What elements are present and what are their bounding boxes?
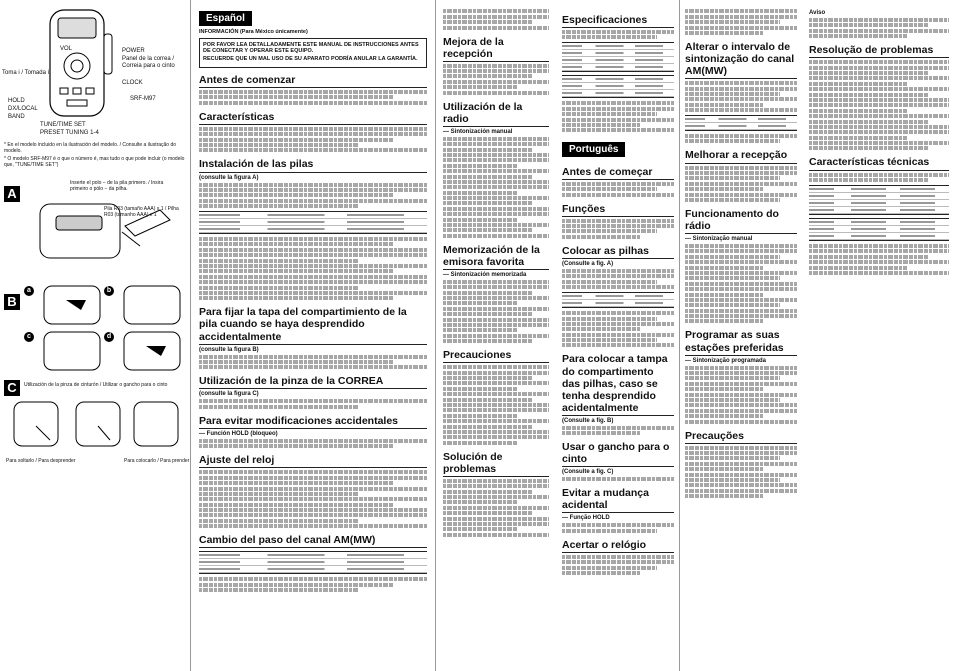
figure-c-marker: C <box>4 380 20 396</box>
hold-label: HOLD <box>8 98 25 104</box>
heading-antes-de-comenzar: Antes de comenzar <box>199 74 427 88</box>
headphone-jack-label: Toma i / Tomada i <box>2 70 49 76</box>
figure-a-caption: Inserte el polo − de la pila primero. / Insira primeiro o pólo − da pilha. <box>70 180 164 192</box>
heading-caracteristicas-tecnicas: Características técnicas <box>809 156 949 170</box>
portuguese-column-3 <box>805 0 953 671</box>
clip-release-label: Para soltarlo / Para desprender <box>6 458 76 464</box>
spanish-column-2: Mejora de la recepción Utilización de la radio — Sintonización manual Memorización de la emisora favorita — Sintonización memorizada Precauciones Solución de problemas <box>437 0 555 671</box>
model-note-2: * O modelo SRF-M97 é o que o número é, mas tudo o que pode incluir (o modelo que, "TUNE/TIME SET") <box>4 156 185 168</box>
mixed-column: Especificaciones Português Antes de começar Funções Colocar as pilhas (Consulte a fig. A) Para colocar a tampa do compartimento das pilhas, caso se tenha desprendido acidentalmente (Consulte a fig. B) Usar o gancho para o cinto (Consulte a fig. C) Evitar a mudança acidental — Função HOLD Acertar o relógio <box>558 0 678 671</box>
heading-evitar-mudanca: Evitar a mudança acidental <box>562 487 674 513</box>
heading-caracteristicas: Características <box>199 111 427 125</box>
clock-label: CLOCK <box>122 80 143 86</box>
illustration-panel <box>0 0 188 671</box>
divider <box>679 0 680 671</box>
dx-local-label: DX/LOCAL <box>8 106 38 112</box>
heading-pinza: Utilización de la pinza de la CORREA <box>199 375 427 389</box>
clip-attach-label: Para colocarlo / Para prender <box>124 458 190 464</box>
heading-utilizacion-radio: Utilización de la radio <box>443 101 549 127</box>
heading-resolucao: Resolução de problemas <box>809 44 949 58</box>
tune-time-set-label: TUNE/TIME SET <box>40 122 86 128</box>
step-b-marker: b <box>104 286 114 296</box>
heading-fijar-tapa: Para fijar la tapa del compartimiento de la pila cuando se haya desprendido accidentalmente <box>199 306 427 344</box>
heading-colocar-tampa: Para colocar a tampa do compartimento das pilhas, caso se tenha desprendido acidentalmente <box>562 353 674 415</box>
preset-tuning-label: PRESET TUNING 1-4 <box>40 130 99 136</box>
battery-life-table <box>199 211 427 234</box>
heading-colocar-pilhas: Colocar as pilhas <box>562 245 674 259</box>
heading-gancho: Usar o gancho para o cinto <box>562 441 674 467</box>
language-tab-spanish: Español <box>199 11 252 26</box>
vol-label: VOL <box>60 46 73 52</box>
band-label: BAND <box>8 114 25 120</box>
language-tab-portuguese: Português <box>562 142 625 157</box>
heading-ajuste-reloj: Ajuste del reloj <box>199 454 427 468</box>
aviso-heading: Aviso <box>809 10 826 16</box>
model-label: SRF-M97 <box>130 96 156 102</box>
belt-clip-illustration <box>10 396 185 456</box>
heading-precauciones: Precauciones <box>443 349 549 363</box>
heading-melhorar-recepcao: Melhorar a recepção <box>685 149 797 163</box>
figure-a-battery-label: Pila R03 (tamaño AAA) x 1 / Pilha R03 (tamanho AAA) x 1 <box>104 206 179 218</box>
divider <box>435 0 436 671</box>
step-d-marker: d <box>104 332 114 342</box>
heading-evitar-modificaciones: Para evitar modificaciones accidentales <box>199 415 427 429</box>
power-label: POWER <box>122 48 145 54</box>
heading-alterar-intervalo: Alterar o intervalo de sintonização do canal AM(MW) <box>685 41 797 79</box>
heading-acertar-relogio: Acertar o relógio <box>562 539 674 553</box>
spanish-column-1: Español INFORMACIÓN (Para México únicamente) POR FAVOR LEA DETALLADAMENTE ESTE MANUAL DE INSTRUCCIONES ANTES DE CONECTAR Y OPERAR ESTE EQUIPO. RECUERDE QUE UN MAL USO DE SU APARATO PODRÍA ANULAR LA GARANTÍA. Antes de comenzar Características Instalación de las pilas (consulte la figura A) Para fijar la tapa del compartimiento de la pila cuando se haya desprendido accidentalmente (consulte la figura B) Utilización de la pinza de la CORREA (consulte la figura C) Para evitar modificaciones accidentales — Función HOLD (bloqueo) Ajuste del reloj Cambio del paso del canal AM(MW) <box>193 0 433 671</box>
step-a-marker: a <box>24 286 34 296</box>
figure-a-marker: A <box>4 186 20 202</box>
step-c-marker: c <box>24 332 34 342</box>
heading-solucion: Solución de problemas <box>443 451 549 477</box>
info-title: INFORMACIÓN (Para México únicamente) <box>199 29 308 35</box>
heading-especificaciones: Especificaciones <box>562 14 674 28</box>
heading-precaucoes: Precauções <box>685 430 797 444</box>
heading-cambio-paso: Cambio del paso del canal AM(MW) <box>199 534 427 548</box>
heading-antes-comecar: Antes de começar <box>562 166 674 180</box>
model-note-1: * En el modelo incluido en la ilustración del modelo. / Consulte a ilustração do modelo. <box>4 142 177 154</box>
heading-mejora-recepcion: Mejora de la recepción <box>443 36 549 62</box>
portuguese-column-2: Alterar o intervalo de sintonização do canal AM(MW) Melhorar a recepção Funcionamento do rádio — Sintonização manual Programar as suas estações preferidas — Sintonização programada Precauções <box>681 0 801 671</box>
divider <box>190 0 191 671</box>
heading-funcionamento: Funcionamento do rádio <box>685 208 797 234</box>
figure-b-marker: B <box>4 294 20 310</box>
figure-c-caption: Utilización de la pinza de cinturón / Utilizar o gancho para o cinto <box>24 382 168 388</box>
heading-instalacion-pilas: Instalación de las pilas <box>199 158 427 172</box>
heading-memorizacion: Memorización de la emisora favorita <box>443 244 549 270</box>
strap-label: Panel de la correa / Correia para o cinto <box>122 56 175 69</box>
heading-programar: Programar as suas estações preferidas <box>685 329 797 355</box>
warning-box: POR FAVOR LEA DETALLADAMENTE ESTE MANUAL DE INSTRUCCIONES ANTES DE CONECTAR Y OPERAR ESTE EQUIPO. RECUERDE QUE UN MAL USO DE SU APARATO PODRÍA ANULAR LA GARANTÍA. <box>199 38 427 68</box>
heading-funcoes: Funções <box>562 203 674 217</box>
radio-illustration <box>40 4 120 122</box>
